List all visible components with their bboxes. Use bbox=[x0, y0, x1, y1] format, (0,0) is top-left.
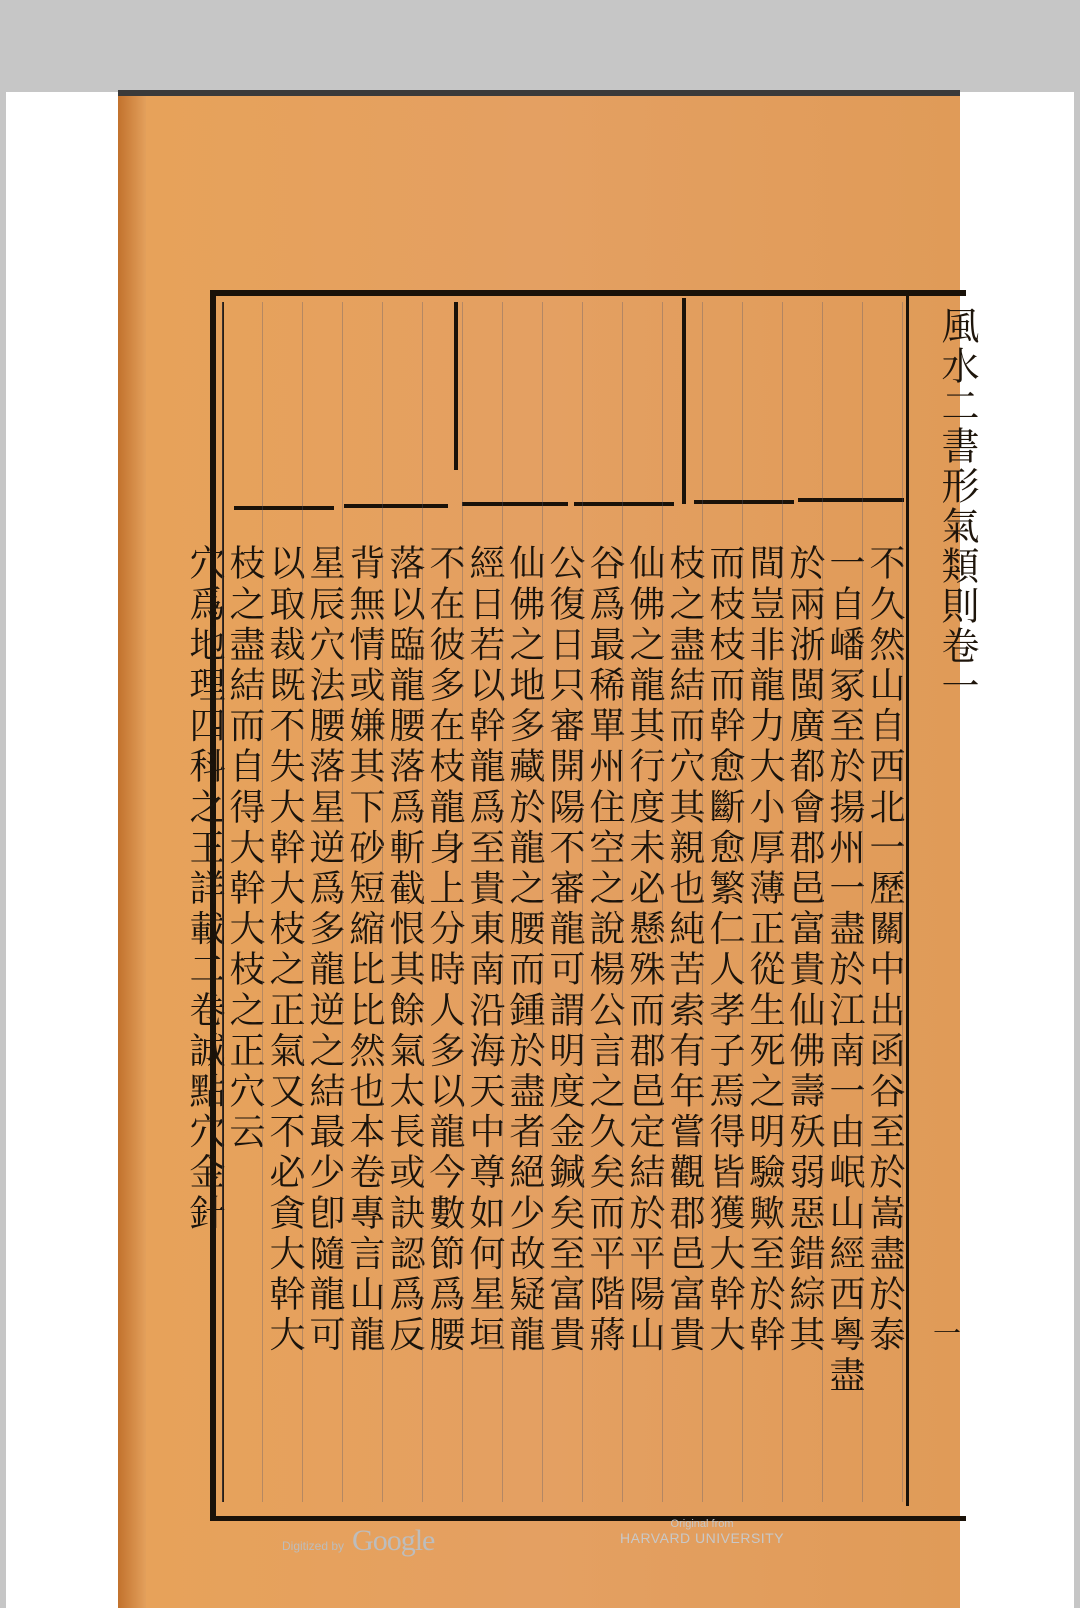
text-column-16: 以取裁既不失大幹大枝之正氣又不必貪大幹大 bbox=[264, 544, 305, 1356]
text-column-9: 公復日只審開陽不審龍可謂明度金鍼矣至富貴 bbox=[544, 544, 585, 1356]
text-column-14: 背無情或嫌其下砂短縮比比然也本卷專言山龍 bbox=[344, 544, 385, 1356]
text-column-6: 枝之盡結而穴其親也純苦索有年嘗觀郡邑富貴 bbox=[664, 544, 705, 1356]
digitized-by-google-mark bbox=[282, 1524, 434, 1558]
column-rule bbox=[822, 302, 823, 1502]
book-title-text: 風水二書形氣類則 bbox=[935, 306, 979, 626]
header-rule-1 bbox=[234, 506, 334, 510]
google-logo-text: Google bbox=[352, 1524, 435, 1557]
header-rule-2 bbox=[344, 504, 448, 508]
text-column-13: 落以臨龍腰落爲斬截恨其餘氣太長或訣認爲反 bbox=[384, 544, 425, 1356]
column-rule bbox=[502, 302, 503, 1502]
column-rule bbox=[262, 302, 263, 1502]
upper-divider-1 bbox=[454, 302, 458, 470]
column-rule bbox=[462, 302, 463, 1502]
text-column-18: 穴爲地理四科之王詳載二卷誠點穴金針 bbox=[184, 544, 225, 1235]
column-rule bbox=[422, 302, 423, 1502]
text-column-4: 間豈非龍力大小厚薄正從生死之明驗歟至於幹 bbox=[744, 544, 785, 1356]
text-column-1: 不久然山自西北一歷關中出函谷至於嵩盡於泰 bbox=[864, 544, 905, 1356]
scanned-book-page bbox=[118, 96, 979, 1608]
column-rule bbox=[582, 302, 583, 1502]
page-binding-shadow bbox=[118, 96, 146, 1608]
upper-divider-2 bbox=[682, 298, 686, 504]
column-rule bbox=[862, 302, 863, 1502]
margin-divider bbox=[906, 296, 909, 1506]
column-rule bbox=[222, 302, 223, 1502]
text-column-15: 星辰穴法腰落星逆爲多龍逆之結最少卽隨龍可 bbox=[304, 544, 345, 1356]
text-column-5: 而枝枝而幹愈斷愈繁仁人孝子焉得皆獲大幹大 bbox=[704, 544, 745, 1356]
column-rule bbox=[662, 302, 663, 1502]
text-column-17: 枝之盡結而自得大幹大枝之正穴云 bbox=[224, 544, 265, 1153]
column-rule bbox=[702, 302, 703, 1502]
header-rule-5 bbox=[694, 500, 794, 504]
header-rule-3 bbox=[462, 502, 568, 506]
column-rule bbox=[302, 302, 303, 1502]
original-from-label: Original from bbox=[670, 1518, 734, 1530]
book-title bbox=[930, 306, 985, 706]
digitized-by-label: Digitized by bbox=[282, 1539, 345, 1553]
volume-label: 卷一 bbox=[935, 626, 979, 706]
column-rule bbox=[742, 302, 743, 1502]
text-column-11: 經日若以幹龍爲至貴東南沿海天中尊如何星垣 bbox=[464, 544, 505, 1356]
column-rule bbox=[382, 302, 383, 1502]
column-rule bbox=[902, 302, 903, 1502]
column-rule bbox=[622, 302, 623, 1502]
text-column-7: 仙佛之龍其行度未必懸殊而郡邑定結於平陽山 bbox=[624, 544, 665, 1356]
column-rule bbox=[342, 302, 343, 1502]
viewer-top-bar bbox=[0, 0, 1080, 92]
column-rule bbox=[542, 302, 543, 1502]
page-number: 一 bbox=[933, 1317, 962, 1350]
text-column-10: 仙佛之地多藏於龍之腰而鍾於盡者絕少故疑龍 bbox=[504, 544, 545, 1356]
text-column-2: 一自嶓冢至於揚州一盡於江南一由岷山經西粵盡 bbox=[824, 544, 865, 1397]
text-column-8: 谷爲最稀單州住空之說楊公言之久矣而平階蔣 bbox=[584, 544, 625, 1356]
header-rule-6 bbox=[798, 498, 904, 502]
header-rule-4 bbox=[574, 502, 674, 506]
text-column-12: 不在彼多在枝龍身上分時人多以龍今數節爲腰 bbox=[424, 544, 465, 1356]
text-column-3: 於兩浙閩廣都會郡邑富貴仙佛壽殀弱惡錯綜其 bbox=[784, 544, 825, 1356]
original-from-mark bbox=[620, 1518, 784, 1546]
column-rule bbox=[782, 302, 783, 1502]
harvard-university-label: HARVARD UNIVERSITY bbox=[620, 1530, 785, 1546]
